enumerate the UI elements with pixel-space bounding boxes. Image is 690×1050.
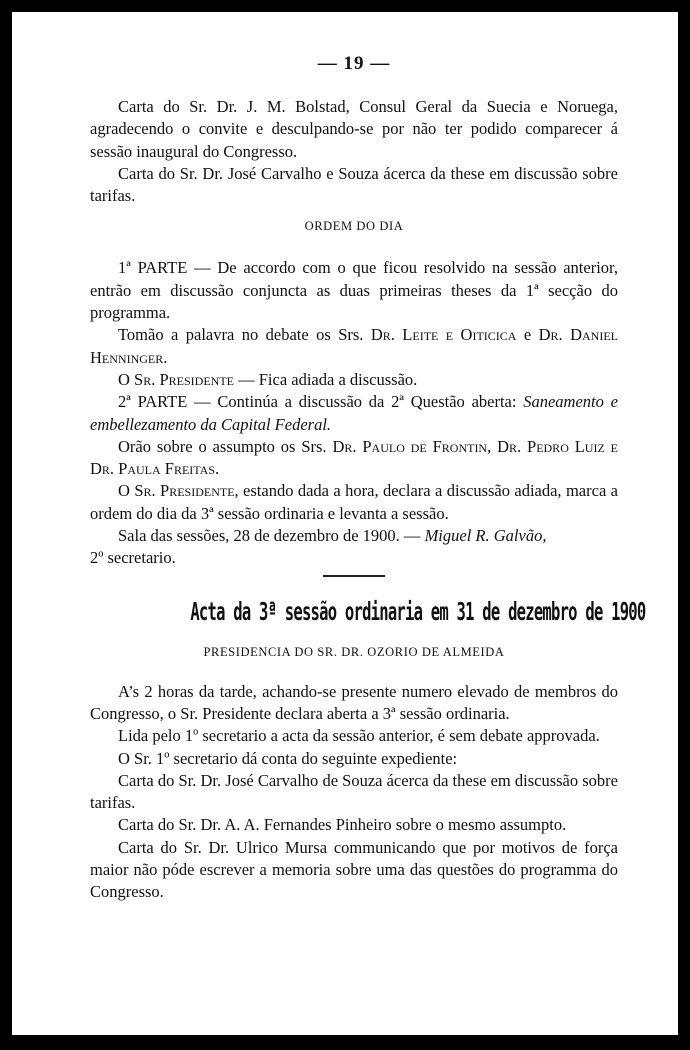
speaker-names-1: Dr. Leite e Oiticica	[370, 325, 517, 345]
page-number: — 19 —	[317, 53, 391, 74]
segunda-parte-lead: 2ª PARTE	[118, 392, 188, 412]
paragraph-segunda-parte	[90, 391, 618, 436]
presidente-lead: O Sr. Presidente	[118, 369, 234, 389]
presidencia-heading: PRESIDENCIA DO SR. DR. OZORIO DE ALMEIDA	[203, 644, 505, 659]
orao-speaker-names: Dr. Paulo de Frontin, Dr. Pedro Luiz e Dr. Paula Freitas.	[90, 436, 619, 479]
paragraph-carta-mursa: Carta do Sr. Dr. Ulrico Mursa communicando que por motivos de força maior não póde escrever a memoria sobre uma das questões do programma do Congresso.	[90, 837, 618, 902]
acta-title: Acta da 3ª sessão ordinaria em 31 de dezembro de 1900	[190, 596, 646, 626]
paragraph-bolstad-letter: Carta do Sr. Dr. J. M. Bolstad, Consul Geral da Suecia e Noruega, agradecendo o convite e desculpando-se por não ter podido comparecer á sessão inaugural do Congresso.	[90, 97, 618, 161]
sala-text: Sala das sessões, 28 de dezembro de 1900. —	[118, 526, 425, 546]
paragraph-tomao-palavra	[90, 324, 618, 369]
conjunction-e: e	[516, 325, 539, 345]
paragraph-orao	[90, 436, 618, 481]
secretary-signature: Miguel R. Galvão,	[424, 526, 547, 546]
presidente-levanta-text: estando dada a hora, declara a discussão adiada, marca a ordem do dia da 3ª sessão ordinaria e levanta a sessão.	[90, 481, 618, 523]
speaker-names-2: Dr. Daniel Henninger.	[90, 325, 618, 367]
paragraph-carta-carvalho: Carta do Sr. Dr. José Carvalho de Souza ácerca da these em discussão sobre tarifas.	[90, 770, 618, 813]
section-divider	[323, 575, 385, 577]
paragraph-expediente: O Sr. 1º secretario dá conta do seguinte expediente:	[118, 748, 458, 768]
segunda-parte-text: — Continúa a discussão da 2ª Questão aberta:	[187, 392, 524, 412]
secretary-role-line	[90, 547, 618, 569]
question-title-italic: Saneamento e embellezamento da Capital Federal.	[90, 392, 618, 434]
presidente-lead-2: O Sr. Presidente,	[118, 481, 239, 501]
ordem-do-dia-heading: ORDEM DO DIA	[304, 219, 404, 234]
paragraph-carta-pinheiro: Carta do Sr. Dr. A. A. Fernandes Pinheiro sobre o mesmo assumpto.	[118, 815, 567, 835]
primeira-parte-lead: 1ª PARTE	[118, 258, 188, 278]
paragraph-carvalho-letter: Carta do Sr. Dr. José Carvalho e Souza ácerca da these em discussão sobre tarifas.	[90, 163, 618, 206]
document-page	[12, 12, 678, 1035]
tomao-palavra-text: Tomão a palavra no debate os Srs.	[118, 325, 371, 345]
paragraph-sala-das-sessoes	[90, 525, 618, 547]
secretary-role: 2º secretario.	[90, 548, 176, 568]
orao-text: Orão sobre o assumpto os Srs.	[118, 436, 333, 456]
paragraph-primeira-parte	[90, 257, 618, 324]
presidente-adiada-text: — Fica adiada a discussão.	[233, 369, 418, 389]
paragraph-presidente-levanta	[90, 480, 618, 525]
primeira-parte-text: — De accordo com o que ficou resolvido na sessão anterior, entrão em discussão conjuncta as duas primeiras theses da 1ª secção do programma.	[90, 258, 618, 323]
paragraph-acta-aprovada: Lida pelo 1º secretario a acta da sessão anterior, é sem debate approvada.	[118, 726, 600, 746]
paragraph-abertura: A’s 2 horas da tarde, achando-se presente numero elevado de membros do Congresso, o Sr. Presidente declara aberta a 3ª sessão ordinaria.	[90, 681, 618, 723]
paragraph-presidente-adiada	[90, 369, 618, 391]
